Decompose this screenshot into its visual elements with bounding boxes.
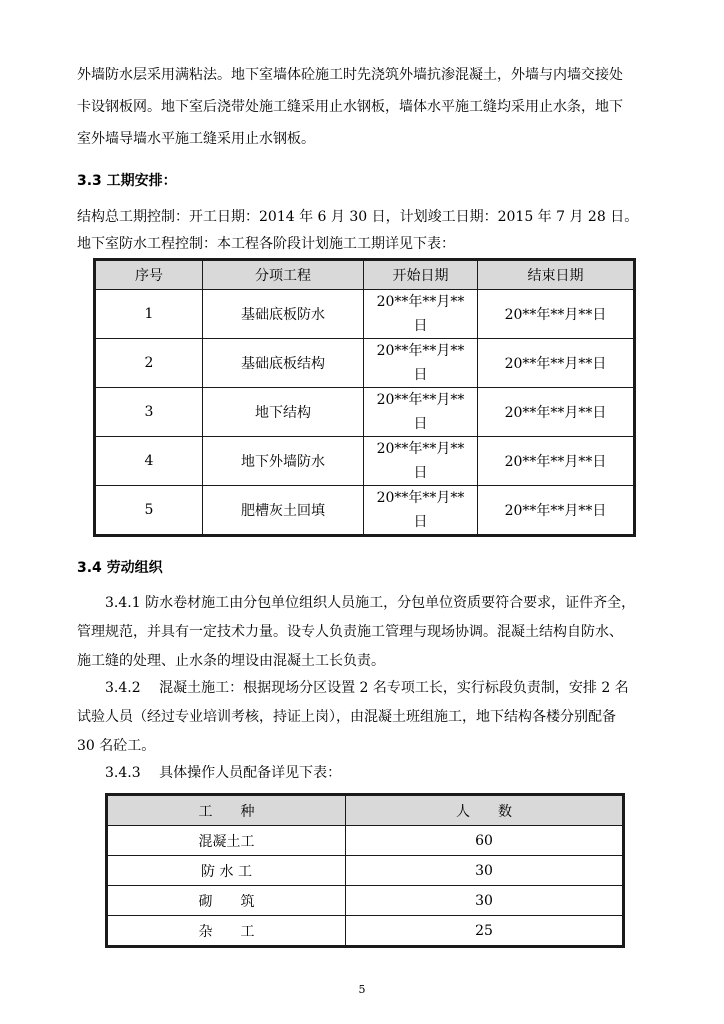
row-start-date: 20**年**月**日 [364, 290, 478, 339]
staff-table [105, 793, 625, 948]
table-row [95, 486, 635, 536]
row-item: 基础底板结构 [203, 339, 364, 388]
intro-line-3: 室外墙导墙水平施工缝采用止水钢板。 [77, 131, 315, 147]
row-work-type: 杂 工 [107, 916, 346, 947]
row-seq: 4 [95, 437, 203, 486]
row-end-date: 20**年**月**日 [478, 486, 635, 536]
table-row [107, 856, 624, 886]
section-3-3-line-1: 结构总工期控制：开工日期：2014 年 6 月 30 日，计划竣工日期：2015 年 7 月 28 日。 [77, 209, 639, 225]
section-3-4-heading: 3.4 劳动组织 [77, 560, 163, 576]
intro-line-1: 外墙防水层采用满粘法。地下室墙体砼施工时先浇筑外墙抗渗混凝土，外墙与内墙交接处 [77, 67, 623, 83]
schedule-table-header [95, 260, 635, 290]
header-seq: 序号 [95, 260, 203, 290]
header-start-date: 开始日期 [364, 260, 478, 290]
row-seq: 5 [95, 486, 203, 536]
row-seq: 3 [95, 388, 203, 437]
table-row [95, 290, 635, 339]
section-3-4-1-line-2: 管理规范，并具有一定技术力量。设专人负责施工管理与现场协调。混凝土结构自防水、 [77, 624, 623, 640]
section-3-4-1-line-3: 施工缝的处理、止水条的埋设由混凝土工长负责。 [77, 653, 385, 669]
row-end-date: 20**年**月**日 [478, 437, 635, 486]
section-3-3-line-2: 地下室防水工程控制：本工程各阶段计划施工工期详见下表： [77, 236, 455, 252]
table-row [95, 437, 635, 486]
row-item: 地下外墙防水 [203, 437, 364, 486]
section-3-4-3-line: 3.4.3 具体操作人员配备详见下表： [105, 765, 342, 781]
row-start-date: 20**年**月**日 [364, 339, 478, 388]
section-3-3-heading: 3.3 工期安排： [77, 173, 177, 189]
table-row [107, 916, 624, 947]
table-row [95, 339, 635, 388]
row-headcount: 30 [346, 886, 624, 916]
row-headcount: 30 [346, 856, 624, 886]
table-row [95, 388, 635, 437]
header-work-type: 工 种 [107, 795, 346, 826]
row-headcount: 60 [346, 826, 624, 856]
row-start-date: 20**年**月**日 [364, 486, 478, 536]
row-seq: 1 [95, 290, 203, 339]
row-seq: 2 [95, 339, 203, 388]
intro-line-2: 卡设钢板网。地下室后浇带处施工缝采用止水钢板，墙体水平施工缝均采用止水条，地下 [77, 99, 623, 115]
header-item: 分项工程 [203, 260, 364, 290]
row-work-type: 混凝土工 [107, 826, 346, 856]
section-3-4-1-line-1: 3.4.1 防水卷材施工由分包单位组织人员施工，分包单位资质要符合要求，证件齐全， [105, 595, 636, 611]
staff-table-header [107, 795, 624, 826]
row-end-date: 20**年**月**日 [478, 388, 635, 437]
row-work-type: 防 水 工 [107, 856, 346, 886]
row-item: 基础底板防水 [203, 290, 364, 339]
row-item: 地下结构 [203, 388, 364, 437]
row-work-type: 砌 筑 [107, 886, 346, 916]
section-3-4-2-line-2: 试验人员（经过专业培训考核，持证上岗），由混凝土班组施工，地下结构各楼分别配备 [77, 709, 616, 725]
header-end-date: 结束日期 [478, 260, 635, 290]
page-number: 5 [358, 983, 366, 996]
header-headcount: 人 数 [346, 795, 624, 826]
section-3-4-2-line-1: 3.4.2 混凝土施工：根据现场分区设置 2 名专项工长，实行标段负责制，安排 2 名 [105, 680, 629, 696]
row-headcount: 25 [346, 916, 624, 947]
row-end-date: 20**年**月**日 [478, 339, 635, 388]
row-start-date: 20**年**月**日 [364, 388, 478, 437]
table-row [107, 826, 624, 856]
row-end-date: 20**年**月**日 [478, 290, 635, 339]
section-3-4-2-line-3: 30 名砼工。 [77, 738, 156, 754]
row-item: 肥槽灰土回填 [203, 486, 364, 536]
table-row [107, 886, 624, 916]
row-start-date: 20**年**月**日 [364, 437, 478, 486]
schedule-table [93, 258, 636, 537]
